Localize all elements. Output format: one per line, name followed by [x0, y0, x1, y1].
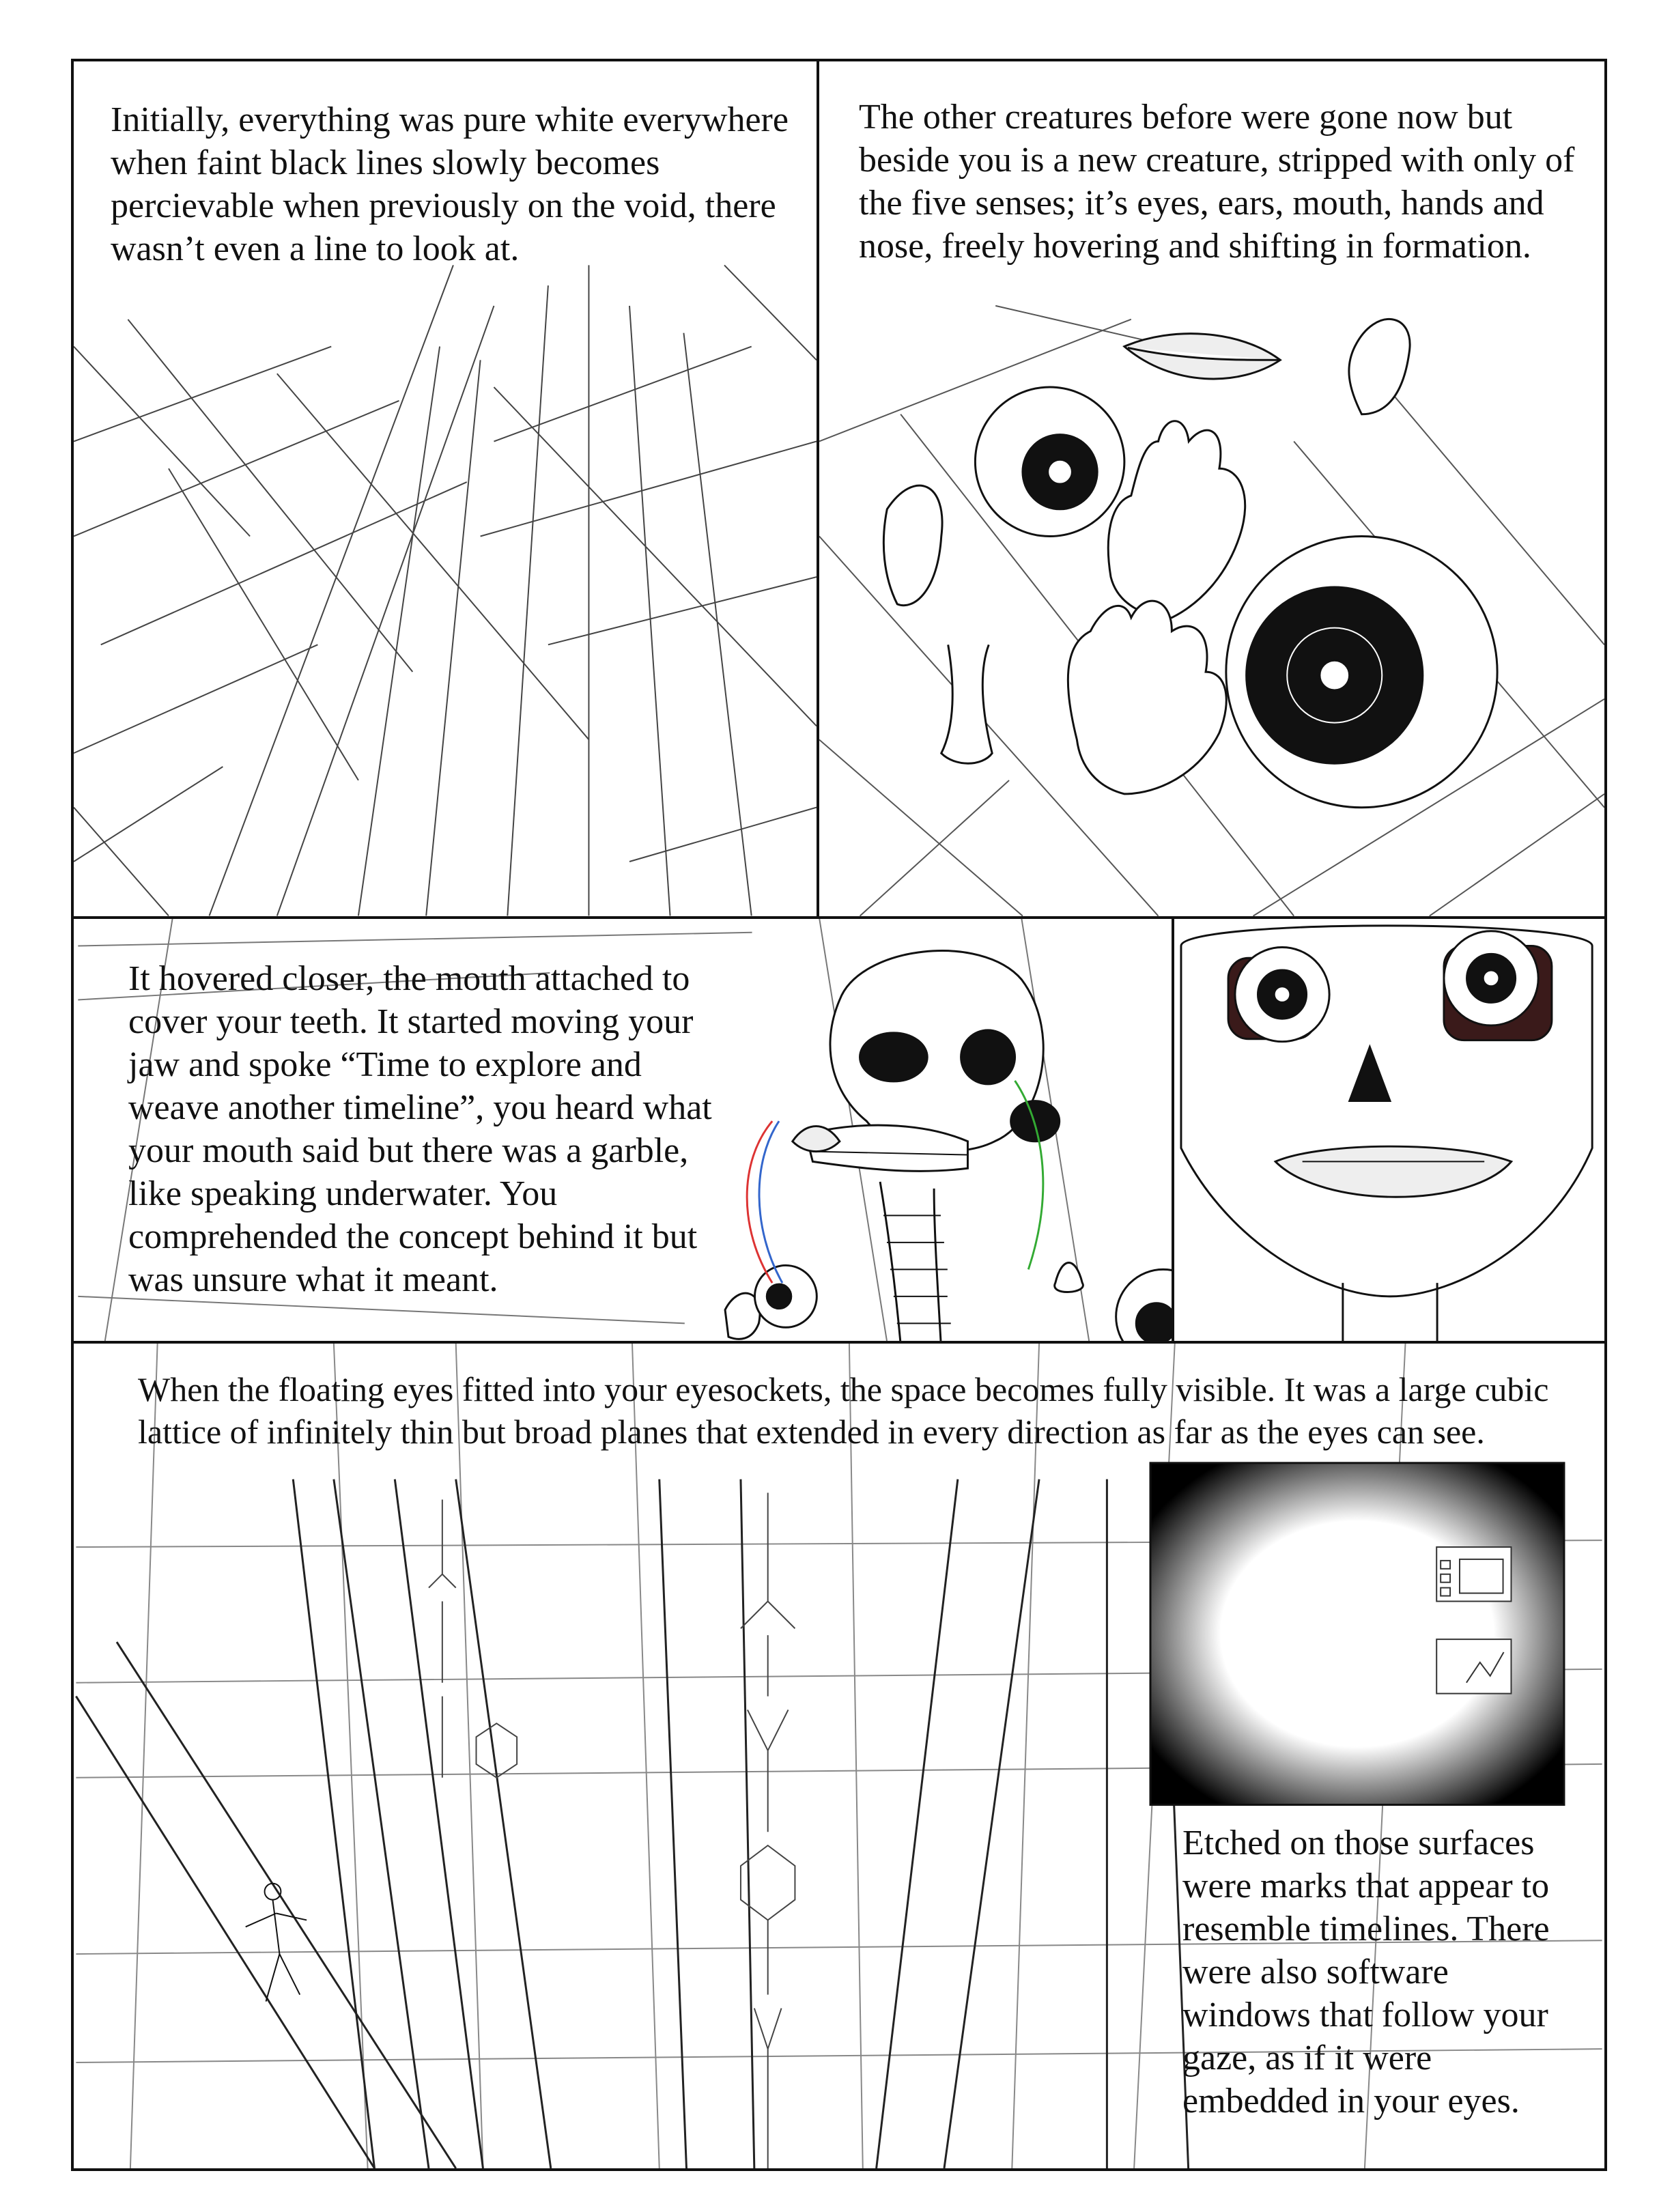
- panel-3-caption: It hovered closer, the mouth attached to cover your teeth. It started moving your jaw and spoke “Time to explore and weave another timeline”, you heard what your mouth said but there was a garble, like speaking underwater. You comprehended the concept behind it but was unsure what it meant.: [128, 959, 712, 1299]
- vision-overlay: [1150, 1463, 1564, 1805]
- panel-3-skull-mouth: [71, 916, 1174, 1344]
- panel-5-caption-top: When the floating eyes fitted into your eyesockets, the space becomes fully visible. It was a large cubic lattice of infinitely thin but broad planes that extended in every direction as far as the eyes can see.: [138, 1370, 1549, 1451]
- small-skeleton-figure: [246, 1884, 307, 2002]
- skull-face-drawing: [1174, 919, 1604, 1341]
- skull: [725, 951, 1172, 1341]
- creature-parts: [883, 319, 1497, 807]
- panel-1-caption: Initially, everything was pure white everywhere when faint black lines slowly becomes percievable when previously on the void, there wasn’t even a line to look at.: [111, 100, 789, 268]
- panel-1-void-lines: [71, 59, 819, 919]
- panel-5-lattice: [71, 1341, 1607, 2171]
- panel-4-skull-face: [1172, 916, 1607, 1344]
- panel-2-senses-creature: [817, 59, 1607, 919]
- panel-2-caption: The other creatures before were gone now but beside you is a new creature, stripped with only of the five senses; it’s eyes, ears, mouth, hands and nose, freely hovering and shifting in formation.: [859, 98, 1575, 266]
- timeline-etchings: [429, 1493, 795, 2168]
- panel-5-caption-bottom: Etched on those surfaces were marks that appear to resemble timelines. There were also software windows that follow your gaze, as if it were embedded in your eyes.: [1182, 1824, 1550, 2121]
